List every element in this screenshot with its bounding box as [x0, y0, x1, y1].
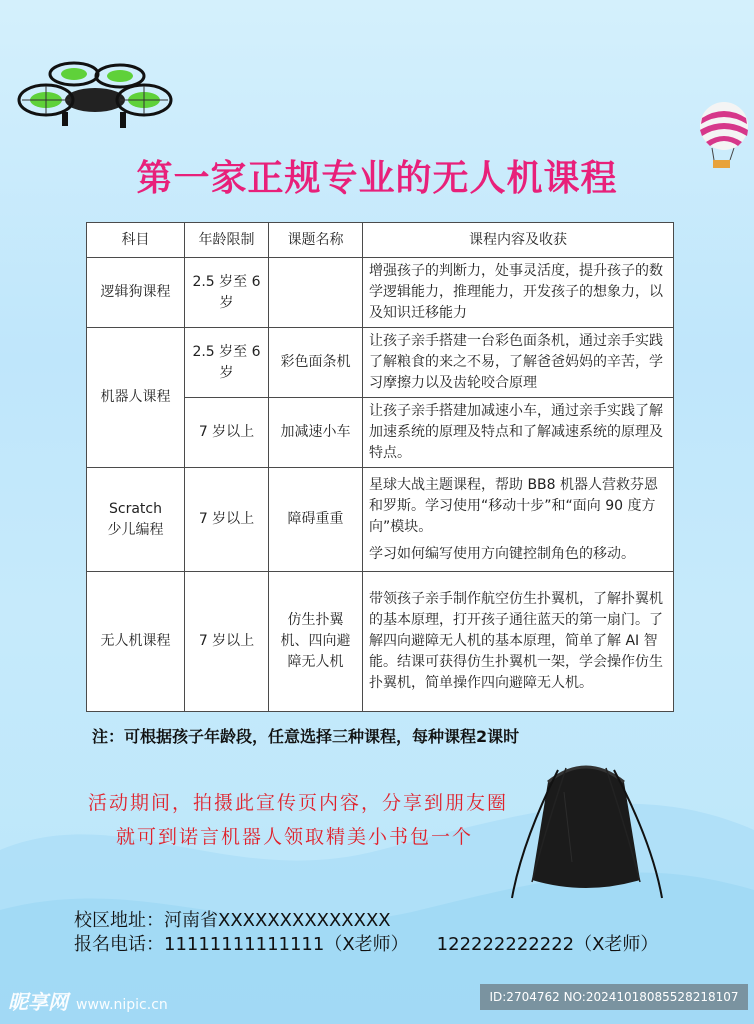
header-content: 课程内容及收获 — [363, 223, 674, 258]
age-cell: 7 岁以上 — [185, 398, 269, 468]
age-cell: 2.5 岁至 6 岁 — [185, 258, 269, 328]
topic-cell: 加减速小车 — [269, 398, 363, 468]
content-cell: 让孩子亲手搭建一台彩色面条机，通过亲手实践了解粮食的来之不易，了解爸爸妈妈的辛苦，学习摩擦力以及齿轮咬合原理 — [363, 328, 674, 398]
table-header-row — [87, 223, 674, 258]
content-paragraph: 学习如何编写使用方向键控制角色的移动。 — [369, 545, 635, 562]
signup-phone — [74, 930, 658, 956]
watermark-logo — [8, 986, 168, 1015]
course-note: 注：可根据孩子年龄段，任意选择三种课程，每种课程2课时 — [92, 727, 520, 746]
watermark-logo-text: 昵享网 — [8, 990, 68, 1014]
subject-cell — [87, 468, 185, 572]
table-row — [87, 572, 674, 712]
subject-line: 少儿编程 — [107, 521, 164, 538]
backpack-icon — [502, 752, 670, 912]
phone-number-1: 11111111111111（X老师） — [164, 934, 409, 955]
table-row — [87, 258, 674, 328]
content-cell — [363, 468, 674, 572]
watermark-id: ID:2704762 NO:20241018085528218107 — [480, 984, 748, 1010]
age-cell: 7 岁以上 — [185, 468, 269, 572]
topic-cell: 彩色面条机 — [269, 328, 363, 398]
header-age: 年龄限制 — [185, 223, 269, 258]
table-row — [87, 468, 674, 572]
content-paragraph: 星球大战主题课程，帮助 BB8 机器人营救芬恩和罗斯。学习使用“移动十步”和“面向 90 度方向”模块。 — [369, 476, 659, 535]
age-cell: 7 岁以上 — [185, 572, 269, 712]
drone-icon — [14, 56, 176, 134]
table-row — [87, 328, 674, 398]
page-title: 第一家正规专业的无人机课程 — [136, 158, 618, 199]
header-topic: 课题名称 — [269, 223, 363, 258]
promo-line-1: 活动期间，拍摄此宣传页内容，分享到朋友圈 — [88, 792, 509, 814]
topic-cell: 仿生扑翼机、四向避障无人机 — [269, 572, 363, 712]
phone-label: 报名电话： — [74, 934, 164, 955]
subject-cell: 无人机课程 — [87, 572, 185, 712]
phone-number-2: 122222222222（X老师） — [436, 934, 659, 955]
content-cell: 增强孩子的判断力，处事灵活度，提升孩子的数学逻辑能力，推理能力，开发孩子的想象力，以及知识迁移能力 — [363, 258, 674, 328]
header-subject: 科目 — [87, 223, 185, 258]
subject-line: Scratch — [109, 500, 162, 517]
content-cell: 让孩子亲手搭建加减速小车，通过亲手实践了解加速系统的原理及特点和了解减速系统的原理及特点。 — [363, 398, 674, 468]
topic-cell — [269, 258, 363, 328]
promo-line-2: 就可到诺言机器人领取精美小书包一个 — [116, 826, 474, 848]
campus-address — [74, 906, 391, 932]
content-cell: 带领孩子亲手制作航空仿生扑翼机，了解扑翼机的基本原理，打开孩子通往蓝天的第一扇门。了解四向避障无人机的基本原理，简单了解 AI 智能。结课可获得仿生扑翼机一架，学会操作仿生扑翼机，简单操作四向避障无人机。 — [363, 572, 674, 712]
subject-cell: 逻辑狗课程 — [87, 258, 185, 328]
topic-cell: 障碍重重 — [269, 468, 363, 572]
watermark-url: www.nipic.cn — [76, 997, 168, 1013]
course-table — [86, 222, 674, 712]
age-cell: 2.5 岁至 6 岁 — [185, 328, 269, 398]
address-label: 校区地址： — [74, 910, 164, 931]
address-value: 河南省XXXXXXXXXXXXXX — [164, 910, 391, 931]
subject-cell: 机器人课程 — [87, 328, 185, 468]
